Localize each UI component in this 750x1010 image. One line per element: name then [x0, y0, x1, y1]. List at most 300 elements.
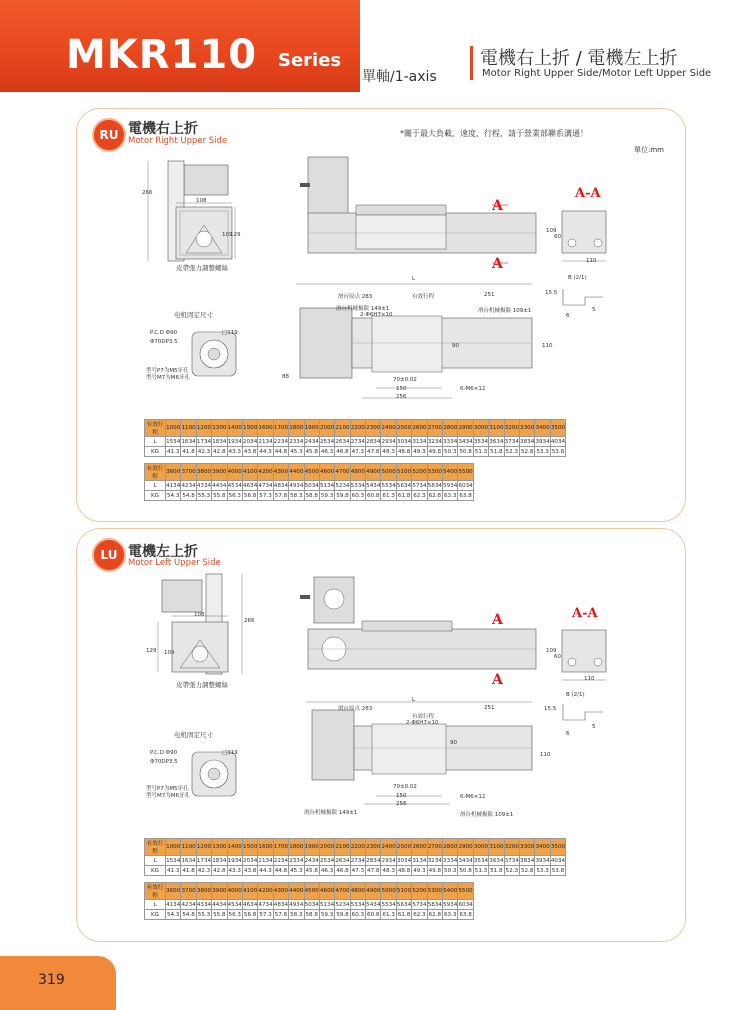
- ru-t2-stroke: 3600: [166, 464, 181, 481]
- lu-pcd: P.C.D Φ90: [150, 750, 178, 756]
- lu-t2-stroke: 3700: [181, 883, 196, 900]
- ru-aa-dim-110: 110: [586, 258, 597, 264]
- ru-belt-label: 皮帶張力調整螺絲: [176, 264, 228, 272]
- ru-t1-stroke: 1900: [304, 420, 319, 437]
- lu-t1-stroke: 1800: [289, 839, 304, 856]
- ru-t2-KG: 63.3: [443, 492, 457, 499]
- lu-t2-stroke: 4600: [319, 883, 334, 900]
- ru-dim-256: 256: [396, 394, 407, 400]
- lu-t1-KG: 51.8: [490, 867, 503, 874]
- ru-t2-weight-row: [145, 491, 474, 501]
- ru-dim-5: 5: [592, 307, 596, 313]
- lu-t2-KG: 58.8: [305, 911, 318, 918]
- lu-t1-L: 2234: [273, 857, 289, 864]
- ru-t1-L: 2534: [319, 438, 335, 445]
- ru-t2-KG: 57.8: [274, 492, 288, 499]
- ru-t1-stroke-row: [145, 420, 566, 437]
- ru-t2-KG: 58.8: [305, 492, 318, 499]
- lu-dim-108: 108: [194, 612, 205, 618]
- ru-t1-L: 3334: [443, 438, 458, 445]
- lu-t1-stroke: 1700: [273, 839, 288, 856]
- ru-t2-KG: 61.3: [382, 492, 395, 499]
- lu-t1-L: 3234: [427, 857, 442, 864]
- ru-t2-KG: 58.3: [290, 492, 303, 499]
- ru-t1-stroke: 2700: [427, 420, 442, 437]
- ru-t1-KG: 53.3: [536, 448, 549, 455]
- lu-t2-stroke: 5400: [443, 883, 458, 900]
- ru-t2-L: 5534: [381, 482, 396, 489]
- lu-t2-label-L: L: [145, 900, 166, 910]
- ru-t2-KG: 54.8: [182, 492, 195, 499]
- ru-t2-stroke-row: [145, 464, 474, 481]
- lu-dim-110: 110: [540, 752, 551, 758]
- lu-detail-b-drawing: [555, 700, 615, 740]
- lu-t2-stroke: 5500: [458, 883, 473, 900]
- lu-t1-KG: 49.3: [413, 867, 426, 874]
- lu-t2-L: 4134: [166, 901, 181, 908]
- lu-t2-KG: 61.3: [382, 911, 395, 918]
- ru-pcd: P.C.D Φ90: [150, 330, 178, 336]
- ru-t2-KG: 54.3: [166, 492, 180, 499]
- lu-section-a-top: A: [492, 612, 503, 628]
- lu-t1-stroke: 2100: [335, 839, 350, 856]
- lu-t2-stroke: 5100: [396, 883, 411, 900]
- lu-t1-KG: 52.8: [520, 867, 534, 874]
- ru-t1-KG: 47.3: [351, 448, 365, 455]
- ru-t2-KG: 57.3: [259, 492, 272, 499]
- lu-t1-L: 3734: [504, 857, 519, 864]
- ru-t2-KG: 62.8: [428, 492, 442, 499]
- lu-t2-L: 4434: [212, 901, 227, 908]
- ru-t1-KG: 43.8: [243, 448, 257, 455]
- lu-t2-L: 4234: [181, 901, 196, 908]
- lu-t2-KG: 63.8: [459, 911, 472, 918]
- ru-t2-L: 5334: [350, 482, 365, 489]
- ru-t1-KG: 42.3: [197, 448, 211, 455]
- lu-aa-dim-110: 110: [584, 676, 595, 682]
- ru-t1-stroke: 1300: [212, 420, 227, 437]
- lu-dim-266: 266: [244, 618, 255, 624]
- ru-t2-stroke: 4200: [258, 464, 273, 481]
- ru-t2-KG: 60.8: [367, 492, 380, 499]
- lu-t1-KG: 44.8: [274, 867, 288, 874]
- lu-t1-L: 1634: [181, 857, 196, 864]
- lu-t1-stroke: 1100: [181, 839, 196, 856]
- lu-t1-weight-row: [145, 866, 566, 876]
- ru-t1-stroke: 3000: [473, 420, 488, 437]
- ru-t1-stroke: 1100: [181, 420, 196, 437]
- ru-t2-L: 4134: [166, 482, 181, 489]
- lu-t2-stroke: 4000: [227, 883, 242, 900]
- ru-t1-stroke: 1500: [242, 420, 257, 437]
- section-lu-title: 電機左上折: [128, 544, 198, 560]
- section-ru-title: 電機右上折: [128, 121, 198, 137]
- ru-dim-109: 109: [222, 232, 233, 238]
- lu-t2-L: 4334: [196, 901, 212, 908]
- ru-detail-b-drawing: [555, 285, 615, 325]
- lu-t1-L: 1834: [212, 857, 227, 864]
- ru-t2-L: 4434: [212, 482, 227, 489]
- lu-t1-stroke: 1900: [304, 839, 319, 856]
- ru-t1-stroke: 1700: [273, 420, 288, 437]
- ru-t1-L: 1634: [181, 438, 196, 445]
- lu-t1-L: 3334: [443, 857, 458, 864]
- lu-t2-KG: 56.3: [228, 911, 241, 918]
- lu-t1-L: 2734: [350, 857, 365, 864]
- lu-t2-L: 5234: [335, 901, 350, 908]
- lu-t2-L: 5334: [350, 901, 365, 908]
- ru-t2-stroke: 5300: [427, 464, 442, 481]
- lu-t1-stroke: 3200: [504, 839, 519, 856]
- lu-t1-stroke: 3100: [489, 839, 504, 856]
- ru-aa-dim-109: 109: [546, 228, 557, 234]
- lu-t1-L: 2134: [258, 857, 273, 864]
- lu-t2-L: 5934: [443, 901, 458, 908]
- section-ru-note: *關于最大負載、速度、行程，請于營業部聯系溝通！: [400, 129, 588, 138]
- lu-t1-L: 2634: [335, 857, 350, 864]
- lu-aa-dim-60: 60: [554, 654, 561, 660]
- lu-t2-L: 5734: [412, 901, 427, 908]
- ru-t1-KG: 47.8: [367, 448, 380, 455]
- ru-t1-stroke: 3200: [504, 420, 519, 437]
- lu-belt-label: 皮帶張力調整螺絲: [176, 681, 228, 689]
- ru-t1-KG: 42.8: [213, 448, 226, 455]
- lu-t2-stroke: 3600: [166, 883, 181, 900]
- ru-detail-b: B (2/1): [568, 275, 587, 281]
- ru-t2-stroke: 4100: [242, 464, 257, 481]
- ru-t2-stroke: 5500: [458, 464, 473, 481]
- lu-motor-flange-drawing: [190, 750, 240, 800]
- ru-t2-L: 5234: [335, 482, 350, 489]
- ru-home: 滑台原点 283: [338, 294, 373, 300]
- lu-t2-KG: 62.3: [413, 911, 426, 918]
- ru-t1-stroke: 3300: [519, 420, 534, 437]
- ru-dim-88: 88: [282, 374, 289, 380]
- ru-t1-KG: 52.8: [520, 448, 534, 455]
- lu-t2-stroke: 4500: [304, 883, 319, 900]
- lu-t1-KG: 53.3: [536, 867, 549, 874]
- lu-motor-note-1: 型号P7为M5牙孔: [146, 786, 189, 792]
- header-cn-title: 電機右上折 / 電機左上折: [480, 48, 678, 69]
- ru-t1-L: 1734: [196, 438, 212, 445]
- ru-dim-129: 129: [230, 232, 241, 238]
- lu-t1-KG: 49.8: [428, 867, 442, 874]
- lu-t2-KG: 58.3: [290, 911, 303, 918]
- ru-t1-stroke: 3500: [550, 420, 565, 437]
- ru-t2-KG: 63.8: [459, 492, 472, 499]
- ru-dim-251: 251: [484, 292, 495, 298]
- ru-t1-L: 3634: [489, 438, 504, 445]
- ru-t2-KG: 62.3: [413, 492, 426, 499]
- lu-t1-KG: 52.3: [505, 867, 519, 874]
- ru-t2-L: 4934: [289, 482, 304, 489]
- lu-t2-KG: 56.8: [243, 911, 257, 918]
- ru-dim-155: 15.5: [545, 290, 558, 296]
- ru-t2-KG: 55.3: [197, 492, 211, 499]
- ru-t1-stroke: 2100: [335, 420, 350, 437]
- ru-t1-stroke: 2500: [396, 420, 411, 437]
- ru-t2-stroke: 3800: [196, 464, 211, 481]
- ru-t1-L: 2034: [243, 438, 258, 445]
- ru-t2-stroke: 4700: [335, 464, 350, 481]
- lu-t1-label-stroke: 有效行程: [145, 839, 166, 856]
- lu-t1-stroke: 3300: [519, 839, 534, 856]
- lu-t1-stroke: 1200: [196, 839, 211, 856]
- lu-t1-KG: 41.3: [166, 867, 180, 874]
- lu-t1-stroke: 3000: [473, 839, 488, 856]
- ru-t1-KG: 49.3: [413, 448, 426, 455]
- lu-t2-stroke: 3900: [212, 883, 227, 900]
- ru-t1-L: 1534: [166, 438, 181, 445]
- lu-t2-KG: 60.8: [367, 911, 380, 918]
- ru-t1-KG: 41.3: [166, 448, 180, 455]
- ru-t1-KG: 50.8: [459, 448, 472, 455]
- ru-t2-stroke: 5100: [396, 464, 411, 481]
- ru-spec-table-1: [144, 419, 566, 457]
- lu-t1-stroke: 2500: [396, 839, 411, 856]
- lu-home: 滑台原点 283: [338, 706, 373, 712]
- ru-t1-label-KG: KG: [145, 447, 166, 457]
- lu-t1-L: 3534: [473, 857, 489, 864]
- lu-t1-stroke: 2600: [412, 839, 427, 856]
- lu-t2-L: 4534: [227, 901, 242, 908]
- lu-dim-251: 251: [484, 705, 495, 711]
- axis-label: 單軸/1-axis: [362, 69, 437, 85]
- ru-motor-note-2: 型号M7为M6牙孔: [146, 375, 190, 381]
- ru-t1-L: 1934: [227, 438, 242, 445]
- ru-t1-label-L: L: [145, 437, 166, 447]
- lu-t2-KG: 59.8: [336, 911, 349, 918]
- ru-t2-stroke: 3900: [212, 464, 227, 481]
- lu-t2-L: 5434: [366, 901, 381, 908]
- lu-t2-KG: 54.3: [166, 911, 180, 918]
- section-lu-badge: LU: [92, 538, 126, 572]
- lu-t2-stroke: 3800: [196, 883, 211, 900]
- ru-t1-L: 2934: [381, 438, 396, 445]
- ru-t2-L: 5934: [443, 482, 458, 489]
- lu-dim-6: 6: [566, 731, 570, 737]
- lu-t1-L: 3634: [489, 857, 504, 864]
- ru-mech-limit-2: 滑台机械极限 109±1: [478, 308, 532, 314]
- lu-t1-KG: 46.8: [336, 867, 349, 874]
- ru-t2-L: 5834: [427, 482, 442, 489]
- header-divider: [470, 46, 473, 80]
- lu-motor-note-2: 型号M7为M6牙孔: [146, 793, 190, 799]
- lu-t2-KG: 54.8: [182, 911, 195, 918]
- ru-t1-KG: 51.3: [474, 448, 488, 455]
- ru-motor-flange-drawing: [190, 330, 240, 380]
- lu-t1-stroke: 1500: [242, 839, 257, 856]
- ru-t1-label-stroke: 有效行程: [145, 420, 166, 437]
- lu-t2-weight-row: [145, 910, 474, 920]
- ru-t1-L: 2334: [289, 438, 304, 445]
- lu-t1-stroke: 2000: [319, 839, 334, 856]
- lu-t2-KG: 60.3: [351, 911, 365, 918]
- lu-dim-129: 129: [146, 648, 157, 654]
- lu-t1-L: 1934: [227, 857, 242, 864]
- lu-t1-L: 3034: [396, 857, 412, 864]
- ru-t1-stroke: 2900: [458, 420, 473, 437]
- lu-t1-KG: 50.8: [459, 867, 472, 874]
- lu-bolt: 6-M6×12: [460, 794, 486, 800]
- ru-t1-stroke: 3100: [489, 420, 504, 437]
- ru-t1-L: 1834: [212, 438, 227, 445]
- ru-t2-stroke: 3700: [181, 464, 196, 481]
- lu-dim-150: 150: [396, 793, 407, 799]
- lu-t2-KG: 55.3: [197, 911, 211, 918]
- ru-stroke: 有效行程: [412, 294, 435, 300]
- ru-t1-KG: 46.3: [320, 448, 334, 455]
- ru-t2-label-stroke: 有效行程: [145, 464, 166, 481]
- lu-t1-L: 3834: [520, 857, 535, 864]
- lu-t2-L: 5634: [396, 901, 412, 908]
- lu-top-view-drawing: [296, 575, 536, 685]
- ru-hole: 2-Φ6H7×10: [360, 312, 393, 318]
- ru-dim-110: 110: [542, 343, 553, 349]
- lu-spec-table-2: [144, 882, 474, 920]
- ru-t1-KG: 51.8: [490, 448, 503, 455]
- ru-t1-L: 3034: [396, 438, 412, 445]
- lu-t1-L: 2434: [304, 857, 319, 864]
- lu-t1-KG: 46.3: [320, 867, 334, 874]
- lu-t1-L: 2934: [381, 857, 396, 864]
- ru-t2-KG: 56.3: [228, 492, 241, 499]
- ru-t2-L: 4534: [227, 482, 242, 489]
- ru-t1-L: 2234: [273, 438, 289, 445]
- lu-t2-stroke: 4200: [258, 883, 273, 900]
- ru-motor-note-1: 型号P7为M5牙孔: [146, 368, 189, 374]
- ru-t1-KG: 49.8: [428, 448, 442, 455]
- ru-t1-stroke: 2800: [443, 420, 458, 437]
- lu-t1-label-KG: KG: [145, 866, 166, 876]
- lu-t2-label-KG: KG: [145, 910, 166, 920]
- ru-t2-KG: 59.3: [320, 492, 334, 499]
- section-ru-unit: 單位:mm: [634, 146, 664, 154]
- lu-t2-L: 4734: [258, 901, 273, 908]
- ru-t1-KG: 44.3: [259, 448, 272, 455]
- header-en-title: Motor Right Upper Side/Motor Left Upper Side: [482, 68, 712, 79]
- ru-t1-L: 2634: [335, 438, 350, 445]
- lu-t1-KG: 45.8: [305, 867, 318, 874]
- ru-aa-dim-60: 60: [554, 234, 561, 240]
- ru-t2-L: 4734: [258, 482, 273, 489]
- lu-t1-stroke: 2900: [458, 839, 473, 856]
- ru-t1-stroke: 1600: [258, 420, 273, 437]
- lu-t1-stroke: 2400: [381, 839, 396, 856]
- lu-t1-L: 3934: [535, 857, 550, 864]
- ru-section-a-top: A: [492, 198, 503, 214]
- lu-t2-stroke: 4800: [350, 883, 365, 900]
- ru-t2-L: 5734: [412, 482, 427, 489]
- ru-t2-KG: 55.8: [213, 492, 226, 499]
- lu-t2-L: 4934: [289, 901, 304, 908]
- ru-t1-KG: 41.8: [182, 448, 195, 455]
- lu-t2-stroke: 4900: [366, 883, 381, 900]
- section-ru-badge: RU: [92, 118, 126, 152]
- ru-t2-L: 6034: [458, 482, 473, 489]
- ru-t2-label-KG: KG: [145, 491, 166, 501]
- ru-t1-L: 3834: [520, 438, 535, 445]
- lu-t2-KG: 63.3: [443, 911, 457, 918]
- ru-t2-L: 5434: [366, 482, 381, 489]
- lu-hole: 2-Φ6H7×10: [406, 720, 439, 726]
- ru-t1-KG: 48.8: [397, 448, 411, 455]
- ru-t2-stroke: 5400: [443, 464, 458, 481]
- ru-t1-KG: 43.3: [228, 448, 241, 455]
- lu-t2-L: 5134: [319, 901, 335, 908]
- lu-t2-KG: 57.8: [274, 911, 288, 918]
- ru-square: □119: [222, 330, 238, 336]
- lu-t2-stroke: 4400: [289, 883, 304, 900]
- lu-t2-KG: 57.3: [259, 911, 272, 918]
- ru-mech-limit-1: 滑台机械极限 149±1: [336, 306, 390, 312]
- ru-t1-KG: 52.3: [505, 448, 519, 455]
- ru-section-a-bottom: A: [492, 256, 503, 272]
- ru-t1-KG: 45.3: [290, 448, 303, 455]
- ru-dim-70: 70±0.02: [393, 377, 417, 383]
- lu-t2-KG: 61.8: [397, 911, 411, 918]
- lu-t1-stroke: 1600: [258, 839, 273, 856]
- ru-t2-L: 4234: [181, 482, 196, 489]
- ru-spec-table-2: [144, 463, 474, 501]
- ru-t2-KG: 59.8: [336, 492, 349, 499]
- lu-t2-L: 5534: [381, 901, 396, 908]
- ru-bolt: 6-M6×12: [460, 386, 486, 392]
- ru-t1-KG: 46.8: [336, 448, 349, 455]
- lu-t2-stroke: 5300: [427, 883, 442, 900]
- ru-t2-L: 4834: [273, 482, 289, 489]
- lu-t1-stroke-row: [145, 839, 566, 856]
- ru-t1-stroke: 1800: [289, 420, 304, 437]
- ru-t1-weight-row: [145, 447, 566, 457]
- lu-t1-KG: 45.3: [290, 867, 303, 874]
- ru-t1-stroke: 1000: [166, 420, 181, 437]
- lu-t2-L: 4634: [243, 901, 258, 908]
- ru-t1-L: 2734: [350, 438, 365, 445]
- lu-t1-stroke: 3400: [535, 839, 550, 856]
- page-number: 319: [38, 972, 65, 988]
- ru-spigot: Φ70DP3.5: [150, 339, 178, 345]
- lu-t1-KG: 43.3: [228, 867, 241, 874]
- ru-t2-stroke: 4300: [273, 464, 288, 481]
- ru-t2-stroke: 4800: [350, 464, 365, 481]
- ru-t2-stroke: 5200: [412, 464, 427, 481]
- ru-dim-L: L: [412, 276, 416, 282]
- ru-aa-title: A-A: [575, 186, 601, 201]
- lu-t1-L: 1534: [166, 857, 181, 864]
- lu-mech-limit-2: 滑台机械极限 109±1: [460, 812, 514, 818]
- ru-t2-length-row: [145, 481, 474, 491]
- ru-t2-KG: 61.8: [397, 492, 411, 499]
- ru-t1-L: 4034: [550, 438, 566, 445]
- lu-t1-stroke: 2700: [427, 839, 442, 856]
- lu-t1-KG: 47.3: [351, 867, 365, 874]
- lu-t1-L: 3134: [412, 857, 427, 864]
- lu-t1-label-L: L: [145, 856, 166, 866]
- lu-t1-KG: 42.3: [197, 867, 211, 874]
- ru-t1-L: 3434: [458, 438, 473, 445]
- lu-t1-KG: 48.8: [397, 867, 411, 874]
- lu-t2-KG: 55.8: [213, 911, 226, 918]
- lu-t1-stroke: 2300: [366, 839, 381, 856]
- ru-t1-stroke: 2600: [412, 420, 427, 437]
- lu-dim-155: 15.5: [544, 706, 557, 712]
- ru-dim-90: 90: [452, 343, 459, 349]
- lu-aa-title: A-A: [572, 606, 598, 621]
- lu-motor-fix-title: 电机固定尺寸: [174, 731, 213, 739]
- lu-dim-90: 90: [450, 740, 457, 746]
- lu-t1-L: 4034: [550, 857, 566, 864]
